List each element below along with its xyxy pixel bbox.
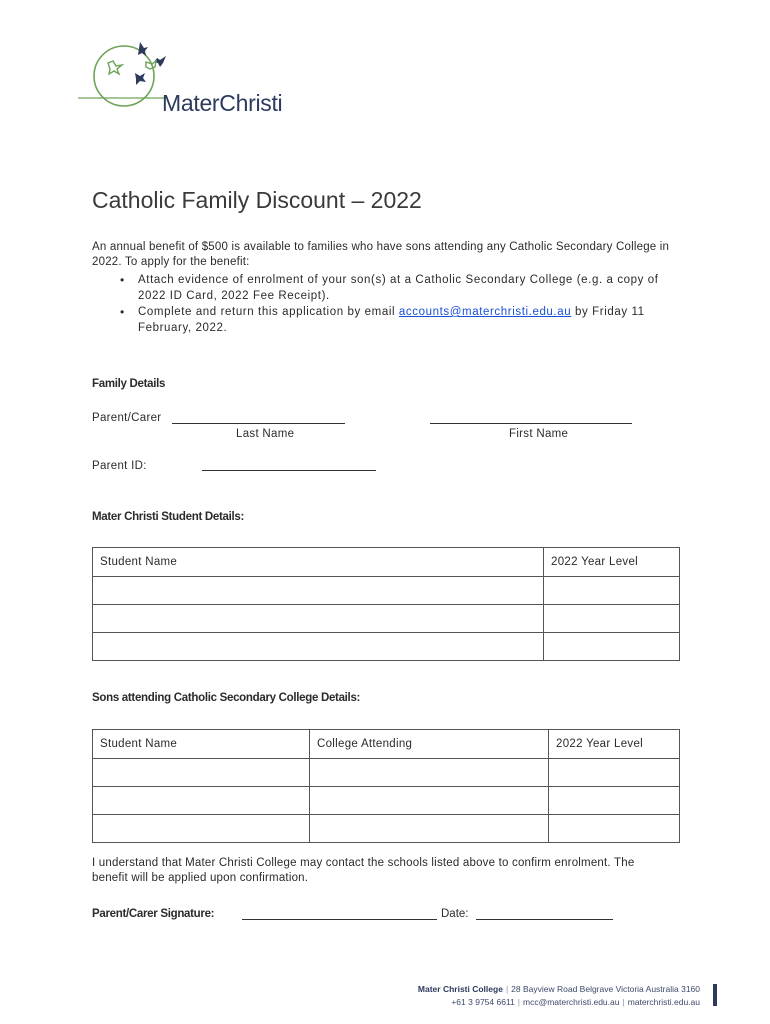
date-label: Date: (441, 908, 469, 920)
sons-details-table (92, 729, 680, 843)
student-name-cell[interactable] (93, 759, 310, 787)
footer-line-2 (451, 997, 700, 1007)
table-row (93, 577, 680, 605)
year-level-cell[interactable] (544, 605, 680, 633)
table-row (93, 759, 680, 787)
signature-label: Parent/Carer Signature: (92, 908, 215, 920)
sons-details-heading: Sons attending Catholic Secondary College Details: (92, 692, 361, 704)
last-name-field[interactable] (172, 423, 345, 424)
first-name-field[interactable] (430, 423, 632, 424)
table-header-row (93, 730, 680, 759)
student-name-cell[interactable] (93, 815, 310, 843)
college-cell[interactable] (310, 815, 549, 843)
table-row (93, 633, 680, 661)
instruction-list (120, 272, 680, 336)
logo-wordmark: MaterChristi (162, 90, 283, 116)
intro-paragraph: An annual benefit of $500 is available to families who have sons attending any Catholic Secondary College in 2022. To apply for the benefit: (92, 241, 670, 268)
student-details-table (92, 547, 680, 661)
accounts-email-link[interactable]: accounts@materchristi.edu.au (398, 306, 572, 318)
instruction-item-evidence: • Attach evidence of enrolment of your son(s) at a Catholic Secondary College (e.g. a copy of 2022 ID Card, 2022 Fee Receipt). (120, 272, 680, 304)
footer-accent-bar (713, 984, 717, 1006)
header-student-name: Student Name (93, 548, 544, 577)
footer-college-name: Mater Christi College (417, 984, 503, 994)
footer-line-1 (418, 984, 700, 994)
college-cell[interactable] (310, 759, 549, 787)
confirmation-paragraph: I understand that Mater Christi College may contact the schools listed above to confirm enrolment. The benefit will be applied upon confirmation. (92, 857, 635, 884)
first-name-caption: First Name (509, 428, 569, 440)
header-student-name: Student Name (93, 730, 310, 759)
date-field[interactable] (476, 919, 613, 920)
year-level-cell[interactable] (544, 577, 680, 605)
mater-christi-logo (78, 38, 328, 122)
parent-id-label: Parent ID: (92, 460, 147, 472)
header-year-level: 2022 Year Level (544, 548, 680, 577)
last-name-caption: Last Name (236, 428, 295, 440)
header-year-level: 2022 Year Level (549, 730, 680, 759)
year-level-cell[interactable] (549, 759, 680, 787)
footer-email: mcc@materchristi.edu.au (522, 997, 620, 1007)
parent-id-field[interactable] (202, 470, 376, 471)
parent-carer-label: Parent/Carer (92, 412, 162, 424)
student-name-cell[interactable] (93, 787, 310, 815)
logo-emblem-icon (78, 38, 168, 122)
page-title: Catholic Family Discount – 2022 (92, 187, 422, 213)
table-row (93, 787, 680, 815)
footer-separator: | (505, 984, 509, 994)
table-header-row (93, 548, 680, 577)
table-row (93, 605, 680, 633)
student-name-cell[interactable] (93, 605, 544, 633)
signature-field[interactable] (242, 919, 437, 920)
student-details-heading: Mater Christi Student Details: (92, 511, 245, 523)
family-details-heading: Family Details (92, 378, 166, 390)
footer-phone: +61 3 9754 6611 (451, 997, 515, 1007)
student-name-cell[interactable] (93, 633, 544, 661)
college-cell[interactable] (310, 787, 549, 815)
footer-address: 28 Bayview Road Belgrave Victoria Australia 3160 (511, 984, 700, 994)
footer-separator: | (517, 997, 520, 1007)
instruction-email-pre: Complete and return this application by email (138, 306, 399, 318)
student-name-cell[interactable] (93, 577, 544, 605)
instruction-email-post: by Friday 11 February, 2022. (138, 306, 645, 334)
header-college-attending: College Attending (310, 730, 549, 759)
instruction-item-email (120, 304, 680, 336)
footer-separator: | (622, 997, 625, 1007)
year-level-cell[interactable] (544, 633, 680, 661)
table-row (93, 815, 680, 843)
footer-website: materchristi.edu.au (627, 997, 700, 1007)
year-level-cell[interactable] (549, 787, 680, 815)
year-level-cell[interactable] (549, 815, 680, 843)
